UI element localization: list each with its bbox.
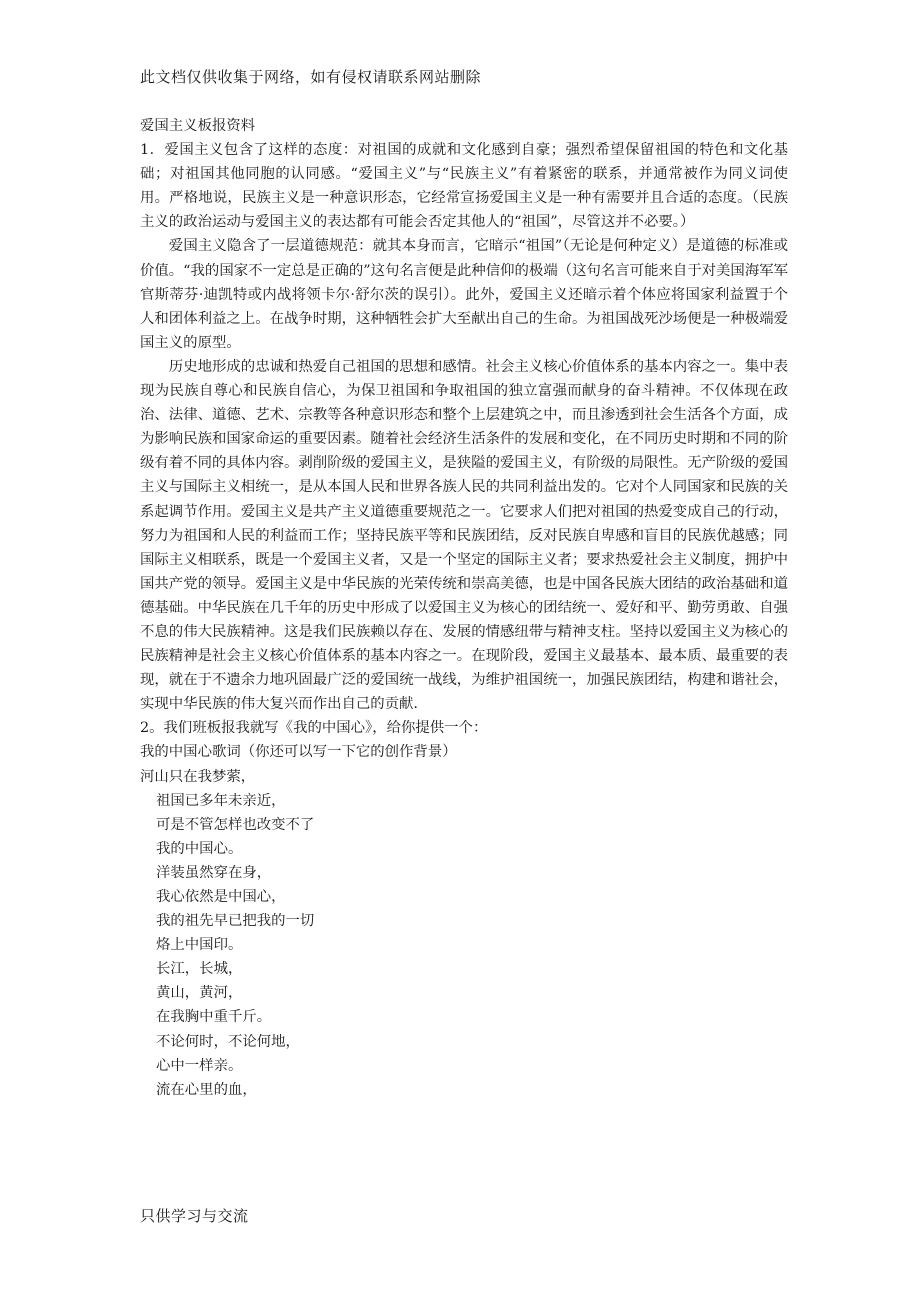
lyric-line: 在我胸中重千斤。 xyxy=(156,1009,272,1026)
lyric-line: 长江，长城， xyxy=(156,961,243,978)
footer-note: 只供学习与交流 xyxy=(140,1207,249,1225)
document-body xyxy=(140,114,788,1102)
lyrics-heading: 我的中国心歌词（你还可以写一下它的创作背景） xyxy=(140,744,457,761)
lyric-line: 心中一样亲。 xyxy=(156,1057,243,1074)
lyric-line: 河山只在我梦萦， xyxy=(140,768,256,785)
paragraph-3: 历史地形成的忠诚和热爱自己祖国的思想和感情。社会主义核心价值体系的基本内容之一。集中表现为民族自尊心和民族自信心，为保卫祖国和争取祖国的独立富强而献身的奋斗精神。不仅体现在政治、法律、道德、艺术、宗教等各种意识形态和整个上层建筑之中，而且渗透到社会生活各个方面，成为影响民族和国家命运的重要因素。随着社会经济生活条件的发展和变化，在不同历史时期和不同的阶级有着不同的具体内容。剥削阶级的爱国主义，是狭隘的爱国主义，有阶级的局限性。无产阶级的爱国主义与国际主义相统一，是从本国人民和世界各族人民的共同利益出发的。它对个人同国家和民族的关系起调节作用。爱国主义是共产主义道德重要规范之一。它要求人们把对祖国的热爱变成自己的行动，努力为祖国和人民的利益而工作；坚持民族平等和民族团结，反对民族自卑感和盲目的民族优越感；同国际主义相联系，既是一个爱国主义者，又是一个坚定的国际主义者；要求热爱社会主义制度，拥护中国共产党的领导。爱国主义是中华民族的光荣传统和崇高美德，也是中国各民族大团结的政治基础和道德基础。中华民族在几千年的历史中形成了以爱国主义为核心的团结统一、爱好和平、勤劳勇敢、自强不息的伟大民族精神。这是我们民族赖以存在、发展的情感纽带与精神支柱。坚持以爱国主义为核心的民族精神是社会主义核心价值体系的基本内容之一。在现阶段，爱国主义最基本、最本质、最重要的表现，就在于不遗余力地巩固最广泛的爱国统一战线，为维护祖国统一，加强民族团结，构建和谐社会，实现中华民族的伟大复兴而作出自己的贡献. xyxy=(140,358,788,713)
lyrics-list xyxy=(140,765,788,1102)
document-title: 爱国主义板报资料 xyxy=(140,118,256,134)
lyric-line: 祖国已多年未亲近， xyxy=(156,792,286,809)
header-note: 此文档仅供收集于网络，如有侵权请联系网站删除 xyxy=(140,68,482,86)
lyric-line: 我的祖先早已把我的一切 xyxy=(156,913,315,930)
paragraph-4: 2。我们班板报我就写《我的中国心》，给你提供一个： xyxy=(140,720,488,737)
lyric-line: 黄山，黄河， xyxy=(156,985,243,1002)
lyric-line: 我的中国心。 xyxy=(156,840,243,857)
lyric-line: 我心依然是中国心， xyxy=(156,889,286,905)
lyric-line: 流在心里的血， xyxy=(156,1081,257,1098)
paragraph-1: 1．爱国主义包含了这样的态度：对祖国的成就和文化感到自豪；强烈希望保留祖国的特色和文化基础；对祖国其他同胞的认同感。“爱国主义”与“民族主义”有着紧密的联系，并通常被作为同义词使用。严格地说，民族主义是一种意识形态，它经常宣扬爱国主义是一种有需要并且合适的态度。（民族主义的政治运动与爱国主义的表达都有可能会否定其他人的“祖国”，尽管这并不必要。） xyxy=(140,142,788,231)
lyric-line: 不论何时，不论何地， xyxy=(156,1033,300,1050)
lyric-line: 烙上中国印。 xyxy=(156,937,243,954)
paragraph-2: 爱国主义隐含了一层道德规范：就其本身而言，它暗示“祖国”（无论是何种定义）是道德的标准或价值。“我的国家不一定总是正确的”这句名言便是此种信仰的极端（这句名言可能来自于对美国海军军官斯蒂芬·迪凯特或内战将领卡尔·舒尔茨的误引）。此外，爱国主义还暗示着个体应将国家利益置于个人和团体利益之上。在战争时期，这种牺牲会扩大至献出自己的生命。为祖国战死沙场便是一种极端爱国主义的原型。 xyxy=(140,238,788,351)
lyric-line: 洋装虽然穿在身， xyxy=(156,864,272,881)
lyric-line: 可是不管怎样也改变不了 xyxy=(156,816,315,833)
